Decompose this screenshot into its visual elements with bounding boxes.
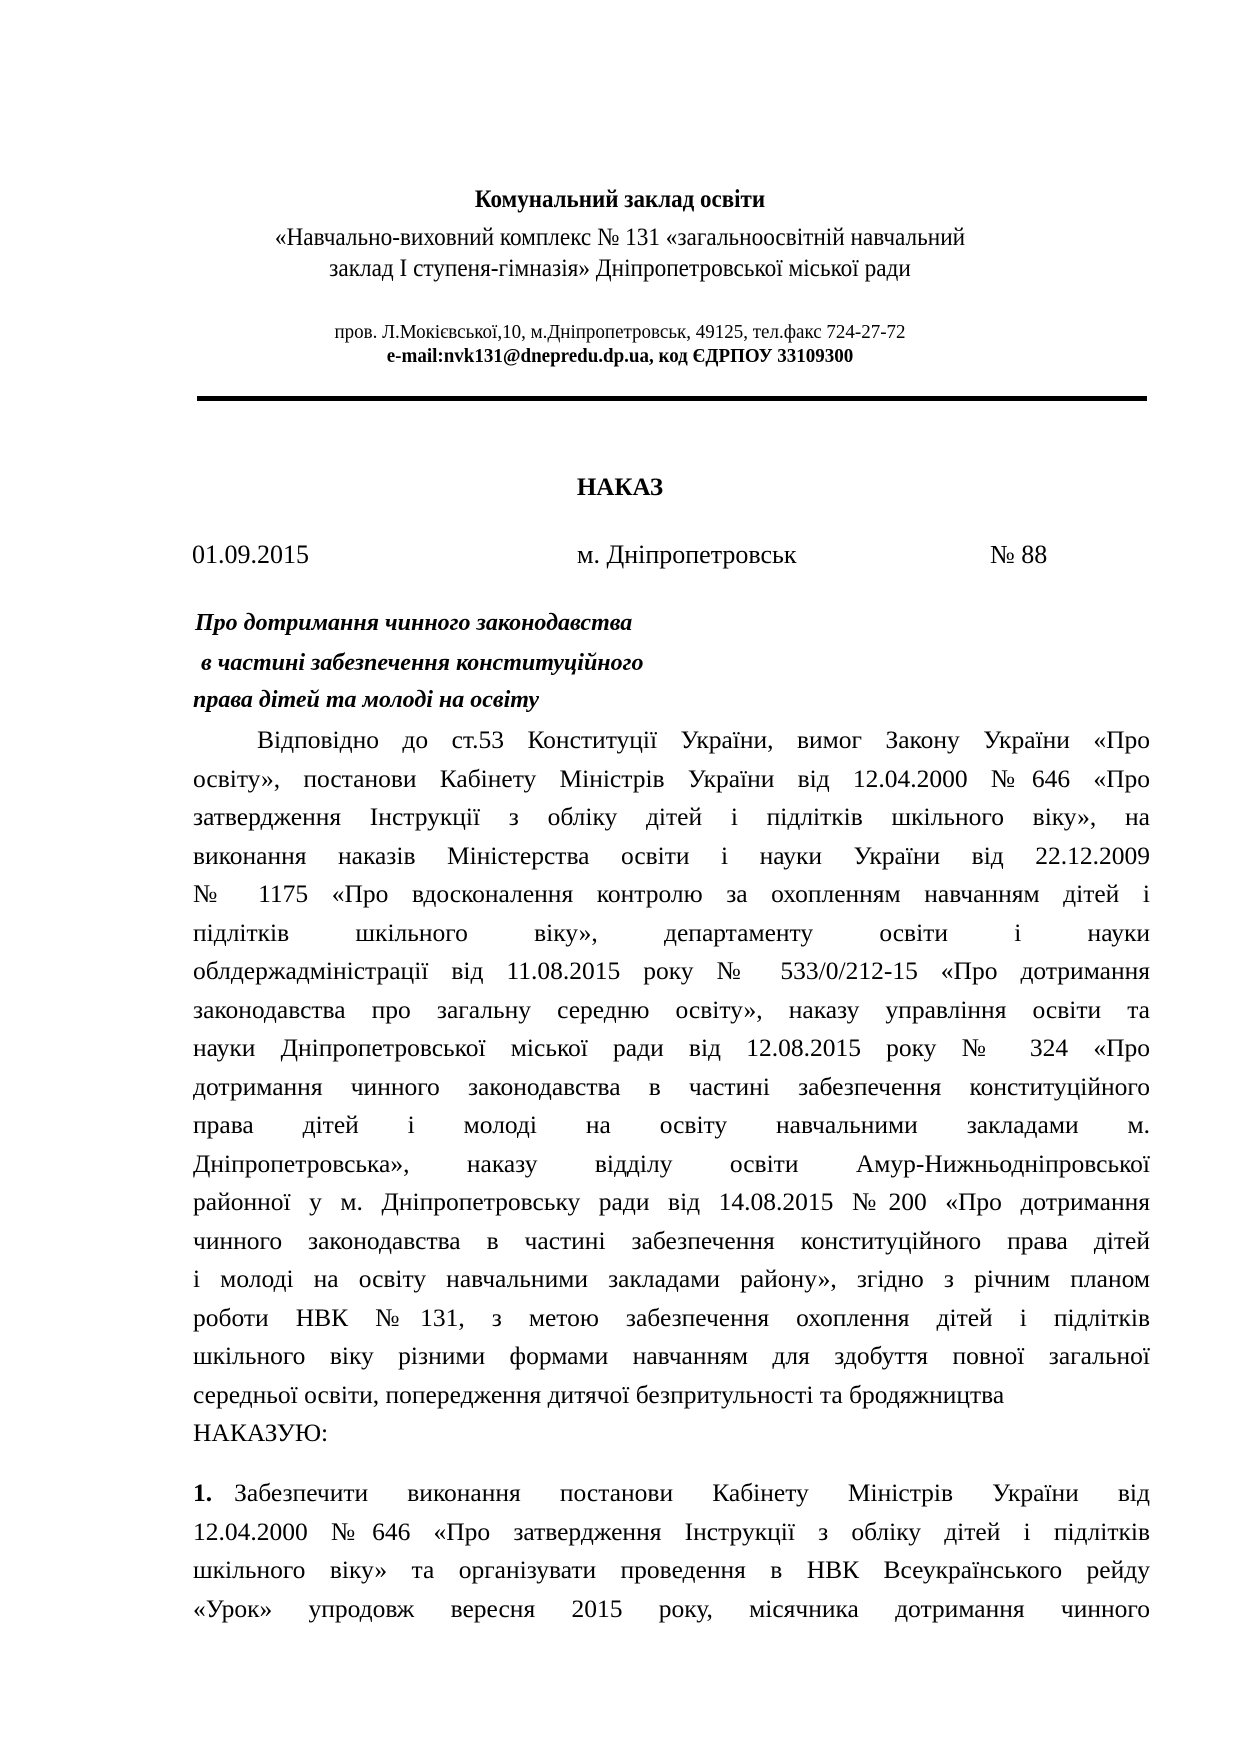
preamble (193, 721, 1150, 1453)
order-title: НАКАЗ (576, 474, 664, 501)
preamble-line: науки Дніпропетровської міської ради від 12.08.2015 року № 324 «Про (193, 1033, 1150, 1062)
institution-address: пров. Л.Мокієвської,10, м.Дніпропетровськ, 49125, тел.факс 724-27-72 (334, 321, 906, 343)
preamble-line: чинного законодавства в частині забезпечення конституційного права дітей (193, 1225, 1150, 1255)
preamble-line: шкільного віку різними формами навчанням для здобуття повної загальної (193, 1341, 1150, 1370)
order-item-line: 12.04.2000 №646 «Про затвердження Інструкції з обліку дітей і підлітків (193, 1516, 1150, 1546)
preamble-line: районної у м. Дніпропетровську ради від 14.08.2015 №200 «Про дотримання (193, 1187, 1150, 1216)
order-item-first-line (193, 1474, 1150, 1513)
institution-title: Комунальний заклад освіти (474, 186, 766, 213)
order-number: № 88 (990, 540, 1048, 569)
preamble-line: права дітей і молоді на освіту навчальними закладами м. (193, 1110, 1150, 1139)
preamble-line: Дніпропетровська», наказу відділу освіти Амур-Нижньодніпровської (193, 1148, 1150, 1178)
subject-line: в частині забезпечення конституційного (195, 650, 644, 676)
order-date: 01.09.2015 (192, 540, 309, 569)
preamble-line: середньої освіти, попередження дитячої безпритульності та бродяжництва (193, 1379, 1005, 1409)
subject-line: Про дотримання чинного законодавства (195, 610, 633, 636)
preamble-line: і молоді на освіту навчальними закладами району», згідно з річним планом (193, 1264, 1150, 1293)
letterhead-divider (197, 396, 1147, 401)
preamble-line: освіту», постанови Кабінету Міністрів України від 12.04.2000 №646 «Про (193, 763, 1150, 793)
institution-name-line2: заклад І ступеня-гімназія» Дніпропетровської міської ради (329, 255, 911, 282)
preamble-line: законодавства про загальну середню освіту», наказу управління освіти та (193, 994, 1150, 1024)
preamble-line: № 1175 «Про вдосконалення контролю за охопленням навчанням дітей і (193, 879, 1150, 908)
preamble-line: дотримання чинного законодавства в частині забезпечення конституційного (193, 1071, 1150, 1101)
order-directive: НАКАЗУЮ: (193, 1418, 329, 1447)
order-item-line: «Урок» упродовж вересня 2015 року, місячника дотримання чинного (193, 1593, 1150, 1623)
order-item-text: Забезпечити виконання постанови Кабінету Міністрів України від (234, 1478, 1150, 1507)
preamble-line: підлітків шкільного віку», департаменту освіти і науки (193, 917, 1150, 947)
preamble-line: виконання наказів Міністерства освіти і науки України від 22.12.2009 (193, 840, 1150, 870)
institution-contacts: e-mail:nvk131@dnepredu.dp.ua, код ЄДРПОУ 33109300 (386, 345, 854, 367)
order-city: м. Дніпропетровськ (577, 540, 797, 569)
institution-name-line1: «Навчально-виховний комплекс № 131 «загальноосвітній навчальний (274, 224, 966, 251)
preamble-line: Відповідно до ст.53 Конституції України, вимог Закону України «Про (257, 725, 1150, 754)
order-item (193, 1474, 1150, 1628)
preamble-line: затвердження Інструкції з обліку дітей і підлітків шкільного віку», на (193, 802, 1150, 831)
subject-line: права дітей та молоді на освіту (193, 687, 540, 713)
order-item-number: 1. (193, 1478, 213, 1507)
order-item-line: шкільного віку» та організувати проведення в НВК Всеукраїнського рейду (193, 1555, 1150, 1584)
preamble-line: облдержадміністрації від 11.08.2015 року № 533/0/212-15 «Про дотримання (193, 956, 1150, 985)
preamble-line: роботи НВК №131, з метою забезпечення охоплення дітей і підлітків (193, 1302, 1150, 1332)
